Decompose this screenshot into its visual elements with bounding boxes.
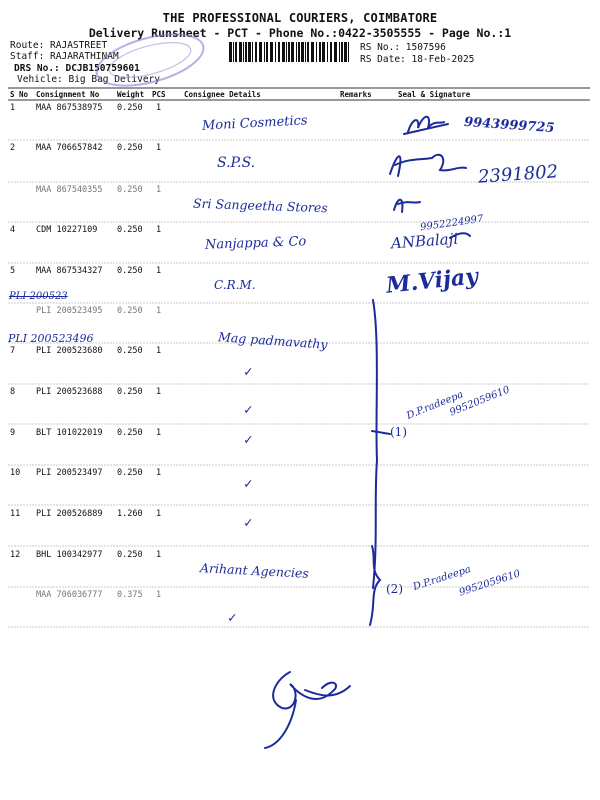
consignee-hand-4: Nanjappa & Co [204, 234, 307, 253]
row-consignment-no: MAA 867538975 [36, 103, 103, 113]
consignee-hand-5: C.R.M. [214, 278, 256, 292]
row-consignment-no: BHL 100342977 [36, 550, 103, 560]
row-sno: 7 [10, 346, 16, 356]
row-sno: 1 [10, 103, 16, 113]
row-pcs: 1 [156, 346, 162, 356]
row-pcs: 1 [156, 185, 162, 195]
row-sno: 9 [10, 428, 16, 438]
row-pcs: 1 [156, 225, 162, 235]
row-pcs: 1 [156, 103, 162, 113]
vehicle-label: Vehicle: Big Bag Delivery [17, 74, 160, 85]
col-weight: Weight [117, 90, 145, 99]
row-pcs: 1 [156, 387, 162, 397]
consignee-hand-2: S.P.S. [217, 155, 256, 171]
row-pcs: 1 [156, 468, 162, 478]
group2-name: D.P.radeepa [411, 563, 473, 594]
consignee-hand-1: Moni Cosmetics [201, 113, 308, 134]
tick-mark: ✓ [228, 610, 237, 626]
group1-mark: (1) [390, 425, 407, 439]
row-weight: 0.250 [117, 225, 143, 235]
row-weight: 0.250 [117, 346, 143, 356]
drs-number: DRS No.: DCJB150759601 [14, 63, 140, 74]
row-pcs: 1 [156, 143, 162, 153]
sig-name-4: ANBalaji [390, 229, 459, 253]
consignee-hand-12: Arihant Agencies [199, 560, 310, 581]
row-sno: 10 [10, 468, 21, 478]
row-sno: 8 [10, 387, 16, 397]
consignee-hand-3: Sri Sangeetha Stores [192, 195, 329, 216]
tick-mark: ✓ [244, 402, 253, 418]
row-consignment-no: PLI 200523688 [36, 387, 103, 397]
margin-note: PLI 200523496 [8, 332, 94, 345]
row-weight: 0.250 [117, 387, 143, 397]
sig-code-2: 2391802 [477, 161, 559, 188]
col-consignee: Consignee Details [184, 90, 261, 99]
row-pcs: 1 [156, 428, 162, 438]
route-label: Route: RAJASTREET [10, 40, 108, 51]
col-consignment: Consignment No [36, 90, 100, 99]
row-consignment-no: PLI 200523495 [36, 306, 103, 316]
margin-strike-note: PLI 200523 [9, 291, 68, 302]
col-remarks: Remarks [340, 90, 372, 99]
col-pcs: PCS [152, 90, 166, 99]
row-weight: 0.250 [117, 103, 143, 113]
group2-phone: 9952059610 [457, 568, 522, 599]
group2-mark: (2) [386, 582, 403, 596]
row-weight: 0.250 [117, 185, 143, 195]
row-consignment-no: CDM 10227109 [36, 225, 98, 235]
row-consignment-no: MAA 867540355 [36, 185, 103, 195]
row-sno: 2 [10, 143, 16, 153]
row-consignment-no: MAA 706657842 [36, 143, 103, 153]
row-pcs: 1 [156, 266, 162, 276]
group1-phone: 9952059610 [448, 384, 512, 419]
tick-mark: ✓ [244, 476, 253, 492]
row-consignment-no: PLI 200523680 [36, 346, 103, 356]
row-weight: 0.250 [117, 266, 143, 276]
row-weight: 0.250 [117, 550, 143, 560]
row-weight: 0.250 [117, 306, 143, 316]
col-seal-signature: Seal & Signature [398, 90, 471, 99]
runsheet-subtitle: Delivery Runsheet - PCT - Phone No.:0422-3505555 - Page No.:1 [88, 26, 512, 40]
tick-mark: ✓ [244, 515, 253, 531]
row-pcs: 1 [156, 590, 162, 600]
row-consignment-no: BLT 101022019 [36, 428, 103, 438]
row-weight: 1.260 [117, 509, 143, 519]
group1-name: D.P.radeepa [405, 389, 465, 422]
sig-phone-1: 9943999725 [463, 114, 555, 137]
tick-mark: ✓ [244, 364, 253, 380]
company-title: THE PROFESSIONAL COURIERS, COIMBATORE [162, 11, 438, 25]
row-sno: 5 [10, 266, 16, 276]
row-pcs: 1 [156, 306, 162, 316]
row-consignment-no: MAA 867534327 [36, 266, 103, 276]
sig-phone-3: 9952224997 [419, 213, 485, 234]
row-pcs: 1 [156, 550, 162, 560]
row-weight: 0.250 [117, 468, 143, 478]
sig-name-5: M.Vijay [384, 263, 480, 299]
row-sno: 4 [10, 225, 16, 235]
tick-mark: ✓ [244, 432, 253, 448]
rs-date: RS Date: 18-Feb-2025 [360, 54, 475, 65]
consignee-hand-6: Mag padmavathy [217, 329, 329, 352]
row-weight: 0.250 [117, 143, 143, 153]
row-sno: 11 [10, 509, 21, 519]
row-consignment-no: MAA 706036777 [36, 590, 103, 600]
row-sno: 12 [10, 550, 21, 560]
row-weight: 0.375 [117, 590, 143, 600]
row-consignment-no: PLI 200523497 [36, 468, 103, 478]
row-pcs: 1 [156, 509, 162, 519]
row-weight: 0.250 [117, 428, 143, 438]
col-sno: S No [10, 90, 29, 99]
rs-number: RS No.: 1507596 [360, 42, 446, 53]
staff-label: Staff: RAJARATHINAM [10, 51, 119, 62]
row-consignment-no: PLI 200526889 [36, 509, 103, 519]
